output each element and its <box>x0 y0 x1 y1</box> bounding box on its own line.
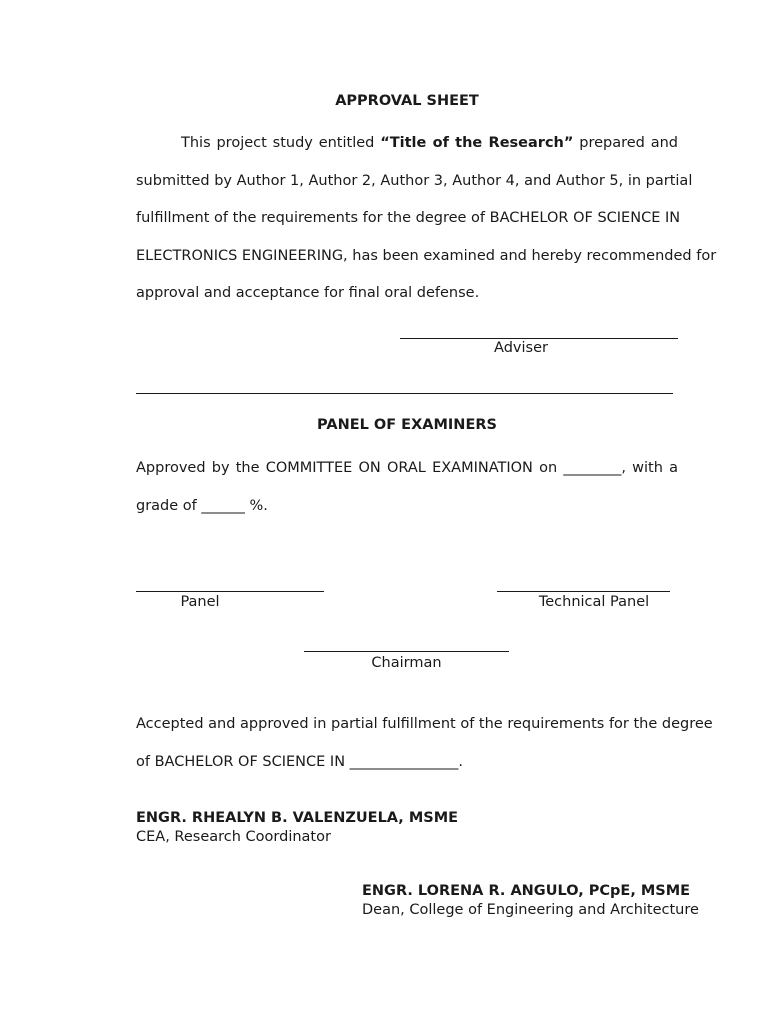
coordinator-name: ENGR. RHEALYN B. VALENZUELA, MSME <box>136 810 459 826</box>
dean-name: ENGR. LORENA R. ANGULO, PCpE, MSME <box>362 883 691 899</box>
section-divider <box>136 393 673 394</box>
panel-signature-line <box>136 591 324 592</box>
research-title: “Title of the Research” <box>380 135 574 151</box>
adviser-signature-line <box>400 338 678 339</box>
acceptance-line-1: Accepted and approved in partial fulfillment of the requirements for the degree <box>136 716 713 732</box>
intro-line-4: ELECTRONICS ENGINEERING, has been examined and hereby recommended for <box>136 247 717 264</box>
panel-label: Panel <box>180 594 220 610</box>
coordinator-title: CEA, Research Coordinator <box>136 829 331 845</box>
panel-heading: PANEL OF EXAMINERS <box>317 417 497 433</box>
chairman-signature-line <box>304 651 509 652</box>
intro-line-5: approval and acceptance for final oral defense. <box>136 285 480 302</box>
adviser-label: Adviser <box>494 340 548 356</box>
committee-line-1: Approved by the COMMITTEE ON ORAL EXAMINATION on ________, with a <box>136 460 678 476</box>
intro-line-2: submitted by Author 1, Author 2, Author 3, Author 4, and Author 5, in partial <box>136 172 693 189</box>
committee-line-2: grade of ______ %. <box>136 497 268 514</box>
intro-line-3: fulfillment of the requirements for the degree of BACHELOR OF SCIENCE IN <box>136 210 681 227</box>
intro-text: prepared and <box>573 135 678 151</box>
page-title: APPROVAL SHEET <box>335 93 479 109</box>
dean-title: Dean, College of Engineering and Architecture <box>362 902 699 918</box>
technical-panel-signature-line <box>497 591 670 592</box>
technical-panel-label: Technical Panel <box>538 594 650 610</box>
intro-text: This project study entitled <box>181 135 381 151</box>
chairman-label: Chairman <box>371 655 442 671</box>
acceptance-line-2: of BACHELOR OF SCIENCE IN _______________. <box>136 753 464 770</box>
intro-line-1 <box>136 125 678 163</box>
